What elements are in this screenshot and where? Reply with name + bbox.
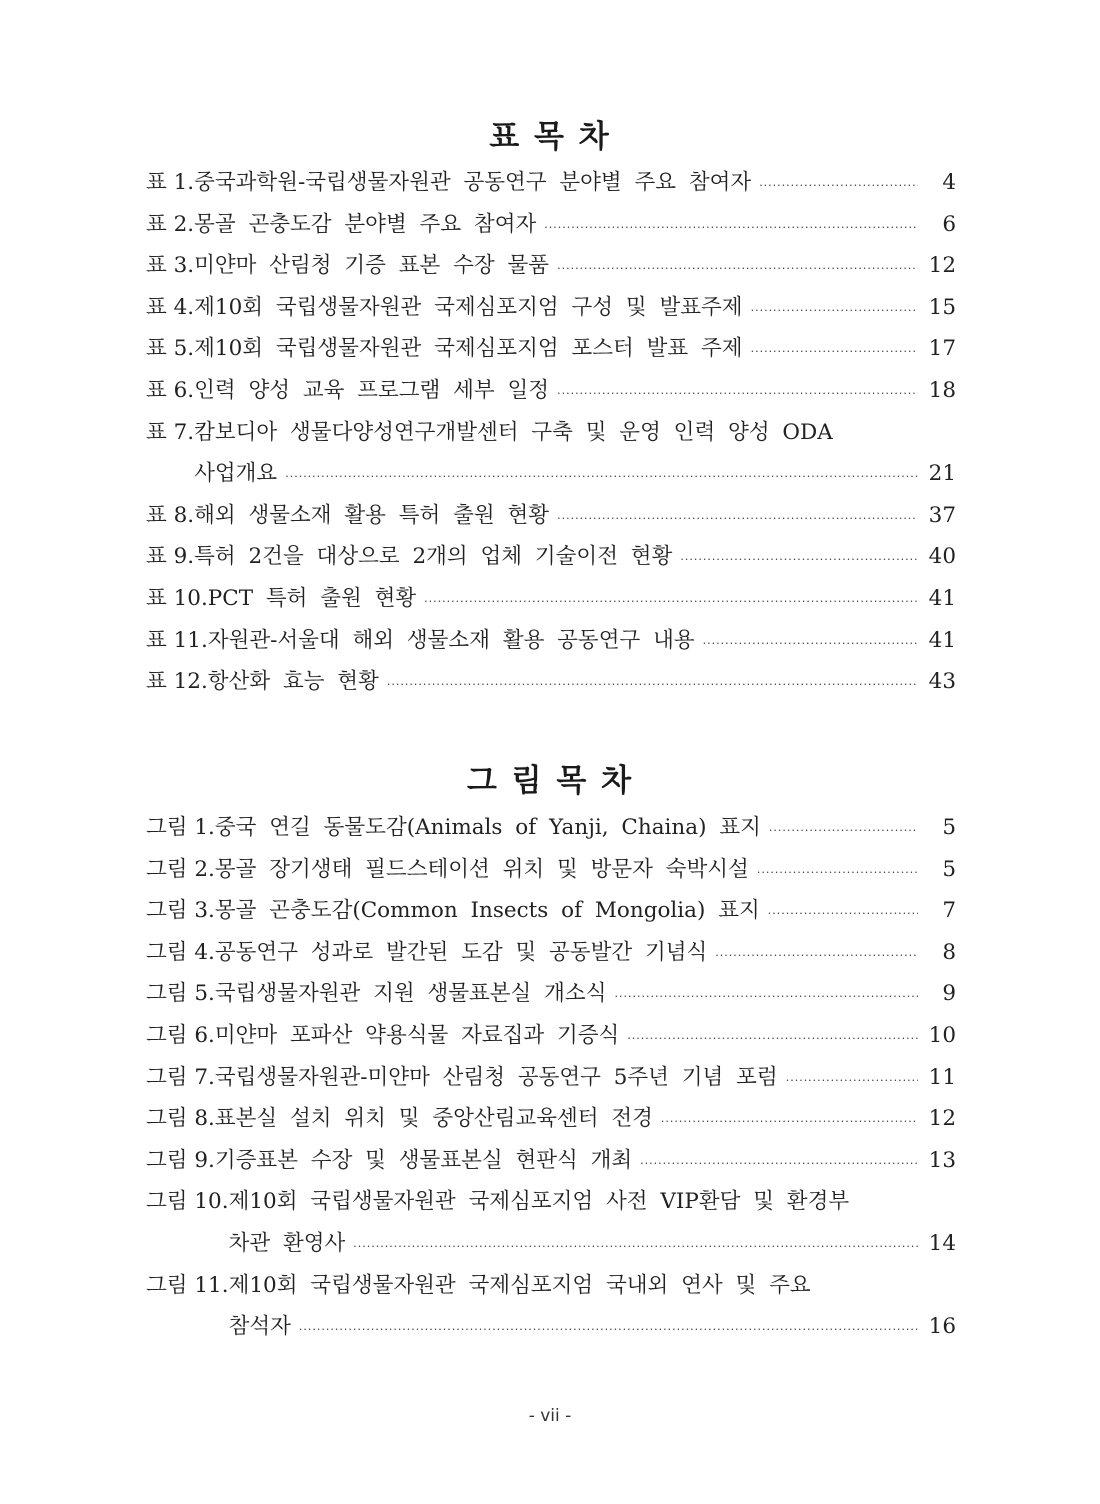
figure-toc-entry[interactable]: [146, 1098, 956, 1140]
dot-leader: [640, 1143, 918, 1185]
dot-leader: [680, 539, 918, 581]
entry-label: 그림 3.: [146, 898, 215, 924]
entry-page-number: 10: [928, 1022, 956, 1048]
entry-label: 그림 1.: [146, 815, 215, 840]
dot-leader: [759, 165, 918, 207]
figure-toc-entry[interactable]: [146, 1057, 956, 1099]
page-number: - vii -: [528, 1406, 572, 1426]
entry-page-number: 4: [942, 170, 956, 195]
entry-title: 몽골 장기생태 필드스테이션 위치 및 방문자 숙박시설: [214, 856, 749, 882]
figure-toc-entry[interactable]: [146, 807, 956, 849]
entry-title: 미얀마 포파산 약용식물 자료집과 기증식: [214, 1022, 620, 1048]
figure-toc-entry[interactable]: [146, 932, 956, 974]
entry-line-1: [229, 1265, 956, 1307]
entry-body: [229, 1265, 956, 1348]
entry-title: 제10회 국립생물자원관 국제심포지엄 사전 VIP환담 및 환경부: [228, 1189, 850, 1215]
dot-leader: [715, 935, 918, 977]
table-toc-entry[interactable]: [146, 412, 956, 495]
entry-page-number: 6: [942, 211, 956, 237]
entry-page-number: 41: [928, 627, 956, 653]
entry-title: 몽골 곤충도감 분야별 주요 참여자: [194, 211, 537, 237]
entry-page-number: 12: [928, 1106, 956, 1132]
entry-line-2: [229, 1306, 956, 1348]
entry-page-number: 17: [928, 336, 956, 362]
entry-label: 표 7.: [146, 419, 195, 445]
table-toc-entry[interactable]: [146, 661, 956, 703]
entry-title: 공동연구 성과로 발간된 도감 및 공동발간 기념식: [214, 939, 708, 965]
dot-leader: [751, 331, 918, 373]
entry-label: 표 6.: [146, 377, 195, 403]
entry-page-number: 13: [928, 1147, 956, 1173]
entry-title-continued: 차관 환영사: [228, 1230, 346, 1256]
entry-label: 표 8.: [146, 502, 195, 528]
entry-page-number: 40: [928, 544, 956, 570]
dot-leader: [627, 1018, 918, 1060]
dot-leader: [786, 1060, 918, 1102]
dot-leader: [544, 207, 918, 249]
entry-title: 중국 연길 동물도감(Animals of Yanji, Chaina) 표지: [214, 815, 761, 840]
dot-leader: [424, 581, 918, 623]
entry-title: 표본실 설치 위치 및 중앙산림교육센터 전경: [214, 1106, 653, 1132]
entry-title: 항산화 효능 현황: [207, 669, 379, 695]
table-toc-entry[interactable]: [146, 204, 956, 246]
entry-label: 표 11.: [146, 627, 208, 653]
table-toc-entry[interactable]: [146, 578, 956, 620]
entry-line-1: [194, 412, 956, 454]
entry-page-number: 7: [942, 898, 956, 924]
dot-leader: [751, 290, 918, 332]
entry-body: [194, 412, 956, 495]
entry-label: 표 5.: [146, 336, 195, 362]
entry-page-number: 11: [928, 1064, 956, 1090]
entry-title: 특허 2건을 대상으로 2개의 업체 기술이전 현황: [194, 544, 673, 570]
entry-page-number: 15: [928, 294, 956, 320]
entry-label: 그림 5.: [146, 981, 215, 1007]
figure-toc-entry[interactable]: [146, 849, 956, 891]
entry-page-number: 12: [928, 253, 956, 279]
figure-toc-entry[interactable]: [146, 1181, 956, 1264]
dot-leader: [557, 373, 918, 415]
figures-toc-title: 그 림 목 차: [466, 763, 634, 799]
dot-leader: [557, 248, 918, 290]
entry-title: 중국과학원-국립생물자원관 공동연구 분야별 주요 참여자: [194, 170, 752, 195]
entry-page-number: 5: [942, 856, 956, 882]
entry-label: 그림 8.: [146, 1106, 215, 1132]
entry-label: 그림 7.: [146, 1064, 215, 1090]
table-toc-entry[interactable]: [146, 370, 956, 412]
entry-line-2: [194, 453, 956, 495]
entry-title-continued: 참석자: [228, 1314, 291, 1340]
entry-page-number: 9: [942, 981, 956, 1007]
dot-leader: [557, 498, 918, 540]
entry-title: 국립생물자원관-미얀마 산림청 공동연구 5주년 기념 포럼: [214, 1064, 778, 1090]
entry-label: 그림 9.: [146, 1147, 215, 1173]
entry-title: 제10회 국립생물자원관 국제심포지엄 포스터 발표 주제: [194, 336, 743, 362]
entry-page-number: 41: [928, 585, 956, 611]
dot-leader: [387, 664, 918, 706]
table-toc-entry[interactable]: [146, 536, 956, 578]
figure-toc-entry[interactable]: [146, 890, 956, 932]
entry-title: 국립생물자원관 지원 생물표본실 개소식: [214, 981, 607, 1007]
dot-leader: [757, 852, 918, 894]
table-toc-entry[interactable]: [146, 620, 956, 662]
entry-title: 기증표본 수장 및 생물표본실 현판식 개최: [214, 1147, 633, 1173]
dot-leader: [769, 810, 918, 852]
entry-page-number: 18: [928, 377, 956, 403]
entry-title: PCT 특허 출원 현황: [207, 585, 417, 611]
table-toc-entry[interactable]: [146, 495, 956, 537]
entry-label: 표 12.: [146, 669, 208, 695]
table-toc-entry[interactable]: [146, 328, 956, 370]
entry-line-2: [229, 1223, 956, 1265]
entry-label: 그림 4.: [146, 939, 215, 965]
entry-label: 표 4.: [146, 294, 195, 320]
entry-title: 미얀마 산림청 기증 표본 수장 물품: [194, 253, 550, 279]
entry-title: 해외 생물소재 활용 특허 출원 현황: [194, 502, 550, 528]
entry-page-number: 43: [928, 669, 956, 695]
entry-page-number: 16: [928, 1314, 956, 1340]
entry-title: 제10회 국립생물자원관 국제심포지엄 국내외 연사 및 주요: [228, 1272, 811, 1298]
entry-page-number: 8: [942, 939, 956, 965]
dot-leader: [768, 893, 918, 935]
table-toc-entry[interactable]: [146, 245, 956, 287]
entry-label: 표 10.: [146, 585, 208, 611]
dot-leader: [614, 976, 918, 1018]
dot-leader: [299, 1309, 918, 1351]
entry-line-1: [229, 1181, 956, 1223]
entry-label: 그림 6.: [146, 1022, 215, 1048]
entry-title: 인력 양성 교육 프로그램 세부 일정: [194, 377, 550, 403]
entry-page-number: 14: [928, 1230, 956, 1256]
entry-label: 그림 11.: [146, 1272, 229, 1298]
figure-toc-entry[interactable]: [146, 973, 956, 1015]
entry-label: 그림 2.: [146, 856, 215, 882]
entry-body: [229, 1181, 956, 1264]
entry-title: 몽골 곤충도감(Common Insects of Mongolia) 표지: [214, 898, 760, 924]
tables-toc-list: [146, 162, 956, 703]
entry-label: 그림 10.: [146, 1189, 229, 1215]
table-toc-entry[interactable]: [146, 287, 956, 329]
figure-toc-entry[interactable]: [146, 1015, 956, 1057]
entry-page-number: 21: [928, 461, 956, 487]
tables-toc-title: 표 목 차: [489, 119, 611, 155]
dot-leader: [285, 456, 918, 498]
entry-label: 표 9.: [146, 544, 195, 570]
entry-title: 캄보디아 생물다양성연구개발센터 구축 및 운영 인력 양성 ODA: [194, 419, 833, 445]
table-toc-entry[interactable]: [146, 162, 956, 204]
dot-leader: [661, 1101, 918, 1143]
entry-title-continued: 사업개요: [194, 461, 278, 487]
figure-toc-entry[interactable]: [146, 1140, 956, 1182]
entry-page-number: 37: [928, 502, 956, 528]
entry-title: 제10회 국립생물자원관 국제심포지엄 구성 및 발표주제: [194, 294, 743, 320]
entry-label: 표 3.: [146, 253, 195, 279]
entry-page-number: 5: [942, 815, 956, 840]
dot-leader: [703, 623, 918, 665]
figures-toc-list: [146, 807, 956, 1348]
dot-leader: [353, 1226, 918, 1268]
entry-label: 표 2.: [146, 211, 195, 237]
figure-toc-entry[interactable]: [146, 1265, 956, 1348]
entry-label: 표 1.: [146, 170, 195, 195]
entry-title: 자원관-서울대 해외 생물소재 활용 공동연구 내용: [207, 627, 695, 653]
